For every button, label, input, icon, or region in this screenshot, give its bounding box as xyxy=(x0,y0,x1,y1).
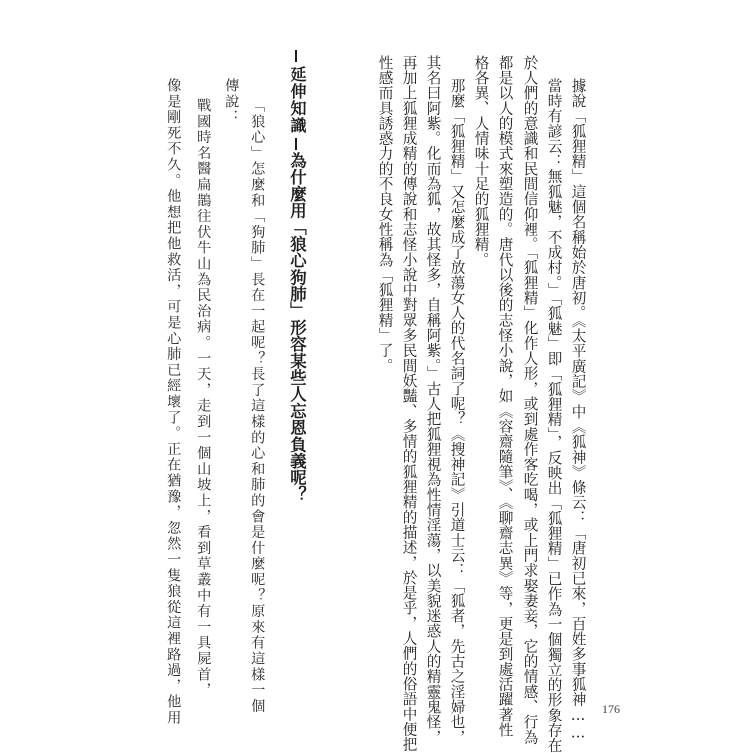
paragraph-2-line-4: 性感而具誘惑力的不良女性稱為「狐狸精」了。 xyxy=(376,55,394,374)
paragraph-1-line-4: 都是以人的模式來塑造的。唐代以後的志怪小說，如《容齋隨筆》、《聊齋志異》等，更是到處活躍著性 xyxy=(496,55,514,738)
paragraph-1-line-1: 據說「狐狸精」這個名稱始於唐初。《太平廣記》中《狐神》條云：「唐初已來，百姓多事狐神…… xyxy=(569,78,587,743)
extension-line-2: 傳說： xyxy=(223,78,240,126)
paragraph-2-line-1: 那麼「狐狸精」又怎麼成了放蕩女人的代名詞了呢？《搜神記》引道士云：「狐者，先古之淫婦也， xyxy=(448,78,466,745)
extension-line-1: 「狼心」怎麼和「狗肺」長在一起呢？長了這樣的心和肺的會是什麼呢？原來有這樣一個 xyxy=(249,98,266,715)
section-label: 延伸知識 xyxy=(288,66,307,134)
paragraph-1-line-5: 格各異、人情味十足的狐狸精。 xyxy=(472,55,490,268)
section-heading-bar-top xyxy=(295,50,297,62)
section-title: 為什麼用「狼心狗肺」形容某些人忘恩負義呢？ xyxy=(287,152,307,503)
paragraph-2-line-2: 其名曰阿紫。化而為狐，故其怪多，自稱阿紫。」古人把狐狸視為性情淫蕩，以美貌迷惑人的精靈鬼怪， xyxy=(424,55,442,745)
section-heading-bar-bottom xyxy=(295,138,297,150)
paragraph-2-line-3: 再加上狐狸成精的傳說和志怪小說中對眾多民間妖豔、多情的狐狸精的描述，於是乎，人們的俗語中便把 xyxy=(400,55,418,752)
extension-line-3: 戰國時名醫扁鵲往伏牛山為民治病。一天，走到一個山坡上，看到草叢中有一具屍首， xyxy=(195,98,212,699)
paragraph-1-line-3: 於人們的意識和民間信仰裡。「狐狸精」化作人形，或到處作客吃喝，或上門求娶妻妾，它的情感、行為 xyxy=(521,55,539,745)
page-number: 176 xyxy=(602,702,620,716)
extension-line-4: 像是剛死不久。他想把他救活，可是心肺已經壞了。正在猶豫，忽然一隻狼從這裡路過，他用 xyxy=(165,78,182,726)
paragraph-1-line-2: 當時有諺云：無狐魅，不成村。」「狐魅」即「狐狸精」，反映出「狐狸精」已作為一個獨立的形象存在 xyxy=(545,78,563,753)
